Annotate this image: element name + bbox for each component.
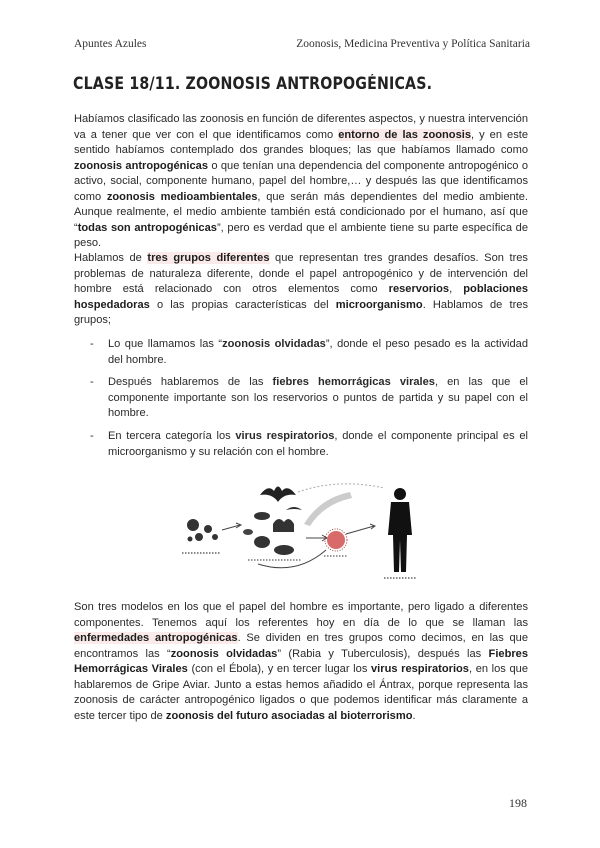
p1-bold-antropogenicas: zoonosis antropogénicas [74,159,209,172]
animal-icon [274,545,294,555]
bat-icon [260,487,296,503]
zoonosis-transmission-diagram [178,480,458,588]
p3-text: (con el Ébola), y en tercer lugar los [187,663,371,675]
paragraph-2 [74,251,528,329]
bullet-text: , donde el componente principal es el microorganismo y su relación con el hombre. [108,430,528,458]
bullet-dash: - [90,338,94,350]
p1-bold-medioambientales: zoonosis medioambientales [106,190,258,203]
p3-text: . Se dividen en tres grupos como decimos, en las que encontramos las “ [74,632,528,660]
p3-bold-futuro: zoonosis del futuro asociadas al bioterrorismo [165,709,413,722]
bullet-dash: - [90,430,94,442]
p2-bold-microorganismo: microorganismo [335,298,423,311]
bullet-text: , en las que el componente importante son los reservorios o puntos de partida y su papel con el hombre. [108,376,528,419]
p2-text: , [449,283,464,295]
microorganism-icon [187,519,218,542]
bullet-text: Después hablaremos de las [108,376,273,388]
p2-bold-poblaciones: poblaciones hospedadoras [74,283,528,311]
p2-text: que representan tres grandes desafíos. Son tres problemas de naturaleza diferente, donde el papel antropogénico y de intervención del hombre está relacionado con otros elementos como [74,252,528,295]
p1-text: , que serán más dependientes del medio ambiente. Aunque realmente, el medio ambiente también está condicionado por el humano, así que “ [74,190,528,234]
bullet-item [90,429,528,460]
human-silhouette-icon [388,488,412,572]
paragraph-3 [74,600,528,724]
p3-bold-virus: virus respiratorios [371,663,469,675]
p1-text: o que tenían una dependencia del componente antropogénico o activo, social, componente humano, papel del hombre,… y después las que identificamos como [74,159,528,203]
camel-icon [273,519,294,532]
p3-text: Son tres modelos en los que el papel del hombre es importante, pero ligado a diferentes componentes. Tenemos aquí los referentes hoy en día de lo que se llaman las [74,601,528,629]
p1-text: , y en este sentido habíamos contemplado dos grandes bloques; las que habíamos llamado como [74,128,528,156]
p2-bold-reservorios: reservorios [388,283,450,295]
page-number: 198 [509,796,527,810]
bullet-text: Lo que llamamos las “ [108,338,223,350]
p3-bold-enfermedades: enfermedades antropogénicas [74,632,238,644]
p3-text: , en los que hablaremos de Gripe Aviar. Junto a estas hemos añadido el Ántrax, porque representa las zoonosis de carácter antropogénico ligados o que podemos identificar más claramente a este tercer tipo de [74,663,529,722]
bullet-dash: - [90,376,94,388]
virus-icon [325,529,347,551]
bullet-item [90,337,528,368]
transmission-arrow [304,492,352,526]
animal-icon [254,512,270,520]
page-title: CLASE 18/11. ZOONOSIS ANTROPOGÉNICAS. [73,74,433,93]
p3-bold-fiebres: Fiebres Hemorrágicas Virales [74,647,529,675]
p1-bold-entorno: entorno de las zoonosis [338,128,471,141]
paragraph-1 [74,112,528,252]
p3-text: . [412,709,416,722]
bullet-text: En tercera categoría los [108,430,236,442]
p2-text: . Hablamos de tres grupos; [74,298,528,326]
animal-icon [243,529,253,535]
bullet-bold: zoonosis olvidadas [222,338,326,350]
p2-text: o las propias características del [149,298,336,311]
p3-bold-olvidadas: zoonosis olvidadas [170,647,278,660]
header-right: Zoonosis, Medicina Preventiva y Política Sanitaria [296,38,530,50]
p1-bold-todas: todas son antropogénicas [77,221,217,234]
bullet-bold: virus respiratorios [235,430,335,442]
header-left: Apuntes Azules [74,38,147,50]
monkey-icon [254,536,270,548]
bird-icon [286,507,302,510]
p1-text: ”, pero es verdad que el ambiente tiene su parte específica de peso. [74,221,529,249]
bullet-bold: fiebres hemorrágicas virales [272,376,435,388]
p2-text: Hablamos de [74,252,148,264]
bullet-item [90,375,528,422]
p1-text: Habíamos clasificado las zoonosis en función de diferentes aspectos, y nuestra intervención va a tener que ver con el que identificamos como [74,113,528,141]
bullet-text: ”, donde el peso pesado es la actividad del hombre. [108,338,528,366]
p2-bold-tres-grupos: tres grupos diferentes [147,252,270,264]
p3-text: ” (Rabia y Tuberculosis), después las [277,647,489,660]
